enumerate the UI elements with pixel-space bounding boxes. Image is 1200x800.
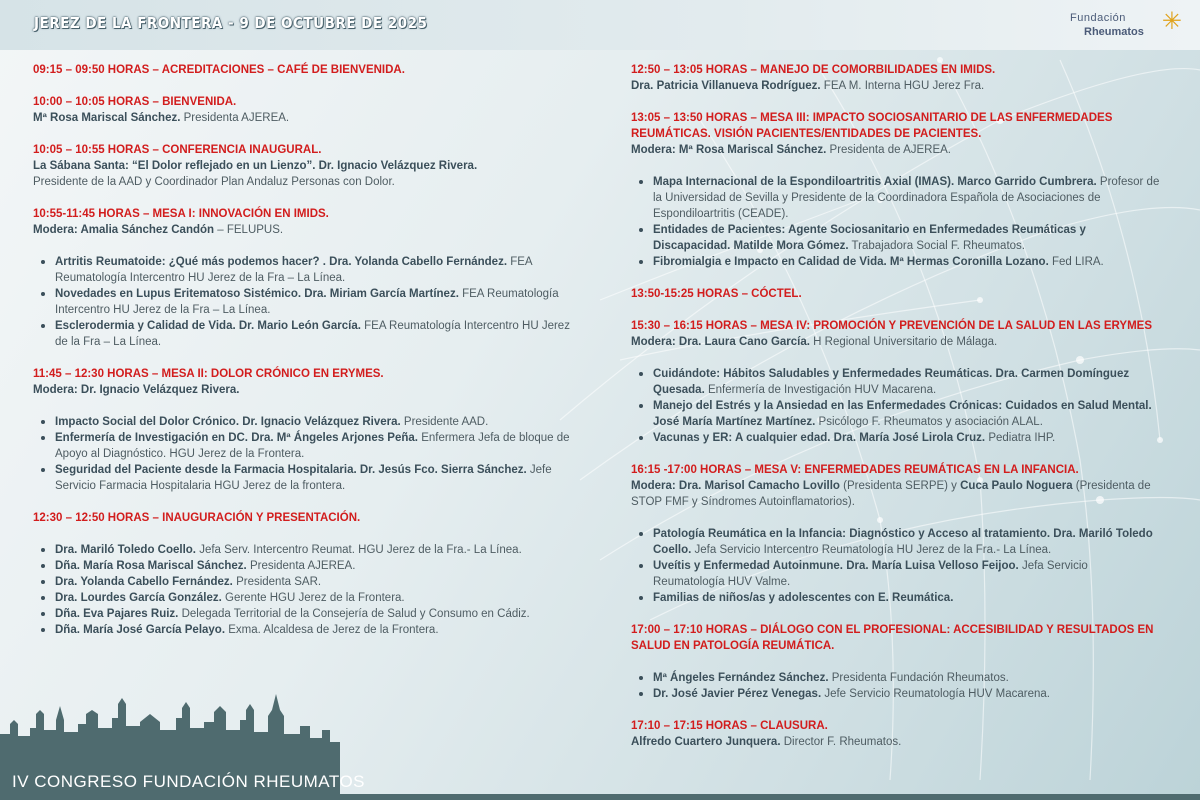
moderator-role: – FELUPUS. [214,224,284,236]
speaker-name: Mª Rosa Mariscal Sánchez. [33,112,181,124]
speaker-name: Alfredo Cuartero Junquera. [631,736,781,748]
list-item [33,430,573,462]
session-mesa-1 [33,206,573,350]
list-item [631,670,1161,686]
list-item [631,174,1161,222]
session-mesa-3 [631,110,1161,270]
speaker-role: FEA Reumatología Intercentro HU Jerez de la Fra – La Línea. [55,256,532,284]
moderator-name: Modera: Dra. Laura Cano García. [631,336,810,348]
logo-text-line1: Fundación [1070,12,1126,24]
speaker-role: Presidente AAD. [400,416,489,428]
speaker-role: Jefa Servicio Reumatología HUV Valme. [653,560,1088,588]
session-conferencia-inaugural [33,142,573,190]
talk-title: Mapa Internacional de la Espondiloartritis Axial (IMAS). Marco Garrido Cumbrera. [653,176,1097,188]
speaker-role: Trabajadora Social F. Rheumatos. [848,240,1025,252]
talk-title: Impacto Social del Dolor Crónico. Dr. Ignacio Velázquez Rivera. [55,416,401,428]
speaker-role: Delegada Territorial de la Consejería de Salud y Consumo en Cádiz. [178,608,530,620]
speaker-role: Psicólogo F. Rheumatos y asociación ALAL. [815,416,1043,428]
moderator-name: Modera: Dr. Ignacio Velázquez Rivera. [33,384,240,396]
logo-star-icon: ✳ [1161,8,1182,35]
session-time: 10:55-11:45 HORAS – MESA I: INNOVACIÓN EN IMIDS. [33,208,329,220]
talk-title: Uveítis y Enfermedad Autoinmune. Dra. María Luisa Velloso Feijoo. [653,560,1019,572]
speaker-role: FEA Reumatología Intercentro HU Jerez de la Fra – La Línea. [55,288,559,316]
session-time: 12:50 – 13:05 HORAS – MANEJO DE COMORBILIDADES EN IMIDS. [631,64,996,76]
talk-title: Familias de niños/as y adolescentes con E. Reumática. [653,592,954,604]
speaker-name: Dña. María Rosa Mariscal Sánchez. [55,560,247,572]
list-item [631,558,1161,590]
speaker-name: Dra. Yolanda Cabello Fernández. [55,576,233,588]
speaker-role: Pediatra IHP. [985,432,1056,444]
moderator-name: Modera: Amalia Sánchez Candón [33,224,215,236]
speaker-role: Presidenta AJEREA. [246,560,356,572]
session-mesa-2 [33,366,573,494]
session-time: 15:30 – 16:15 HORAS – MESA IV: PROMOCIÓN Y PREVENCIÓN DE LA SALUD EN LAS ERYMES [631,320,1153,332]
list-item [33,414,573,430]
talk-title: La Sábana Santa: “El Dolor reflejado en un Lienzo”. Dr. Ignacio Velázquez Rivera. [33,160,478,172]
congress-title: IV CONGRESO FUNDACIÓN RHEUMATOS [12,772,366,791]
list-item [33,254,573,286]
moderator-role: Presidenta de AJEREA. [826,144,951,156]
speaker-role: Presidenta AJEREA. [180,112,290,124]
speaker-name: Dr. José Javier Pérez Venegas. [653,688,822,700]
talk-title: Entidades de Pacientes: Agente Sociosanitario en Enfermedades Reumáticas y Discapacidad. Matilde Mora Gómez. [653,224,1086,252]
talk-title: Manejo del Estrés y la Ansiedad en las Enfermedades Crónicas: Cuidados en Salud Mental. José María Martínez Martínez. [653,400,1152,428]
list-item [33,542,573,558]
list-item [33,558,573,574]
session-time: 11:45 – 12:30 HORAS – MESA II: DOLOR CRÓNICO EN ERYMES. [33,368,384,380]
list-item [631,254,1161,270]
speaker-name: Mª Ángeles Fernández Sánchez. [653,672,829,684]
speaker-role: Gerente HGU Jerez de la Frontera. [221,592,405,604]
talk-title: Enfermería de Investigación en DC. Dra. Mª Ángeles Arjones Peña. [55,432,418,444]
talk-title: Esclerodermia y Calidad de Vida. Dr. Mario León García. [55,320,361,332]
speaker-role: Profesor de la Universidad de Sevilla y Presidente de la Coordinadora Española de Asociaciones de Espondiloartritis (CEADE). [653,176,1160,220]
speaker-name: Dra. Lourdes García González. [55,592,222,604]
session-time: 13:05 – 13:50 HORAS – MESA III: IMPACTO SOCIOSANITARIO DE LAS ENFERMEDADES REUMÁTICAS. VISIÓN PACIENTES/ENTIDADES DE PACIENTES. [631,112,1113,140]
list-item [631,222,1161,254]
speaker-role: Enfermería de Investigación HUV Macarena. [704,384,937,396]
speaker-name: Dña. María José García Pelayo. [55,624,226,636]
talk-title: Patología Reumática en la Infancia: Diagnóstico y Acceso al tratamiento. Dra. Mariló Toledo Coello. [653,528,1153,556]
speaker-role: FEA Reumatología Intercentro HU Jerez de la Fra – La Línea. [55,320,570,348]
list-item [631,430,1161,446]
list-item [631,590,1161,606]
speaker-role: Presidente de la AAD y Coordinador Plan Andaluz Personas con Dolor. [33,176,395,188]
speaker-role: Jefe Servicio Reumatología HUV Macarena. [821,688,1050,700]
session-time: 09:15 – 09:50 HORAS – ACREDITACIONES – CAFÉ DE BIENVENIDA. [33,64,405,76]
speaker-role: Jefa Servicio Intercentro Reumatología HU Jerez de la Fra.- La Línea. [691,544,1052,556]
session-time: 16:15 -17:00 HORAS – MESA V: ENFERMEDADES REUMÁTICAS EN LA INFANCIA. [631,464,1079,476]
speaker-role: Enfermera Jefa de bloque de Apoyo al Diagnóstico. HGU Jerez de la Frontera. [55,432,570,460]
list-item [631,526,1161,558]
moderator-role-2: (Presidenta de STOP FMF y Síndromes Autoinflamatorios). [631,480,1151,508]
speaker-role: Presidenta SAR. [232,576,322,588]
speaker-role: Fed LIRA. [1048,256,1104,268]
talk-title: Vacunas y ER: A cualquier edad. Dra. María José Lirola Cruz. [653,432,986,444]
program-left-column [33,62,573,654]
talk-title: Fibromialgia e Impacto en Calidad de Vida. Mª Hermas Coronilla Lozano. [653,256,1049,268]
speaker-name: Dra. Mariló Toledo Coello. [55,544,196,556]
session-time: 17:00 – 17:10 HORAS – DIÁLOGO CON EL PROFESIONAL: ACCESIBILIDAD Y RESULTADOS EN SALUD EN PATOLOGÍA REUMÁTICA. [631,624,1154,652]
session-inauguracion [33,510,573,638]
speaker-role: Presidenta Fundación Rheumatos. [828,672,1009,684]
list-item [631,366,1161,398]
session-mesa-5 [631,462,1161,606]
list-item [33,286,573,318]
moderator-name-2: Cuca Paulo Noguera [960,480,1073,492]
session-time: 17:10 – 17:15 HORAS – CLAUSURA. [631,720,828,732]
list-item [631,686,1161,702]
program-right-column [631,62,1161,766]
fundacion-rheumatos-logo [1070,8,1182,46]
session-time: 10:00 – 10:05 HORAS – BIENVENIDA. [33,96,237,108]
speaker-name: Dña. Eva Pajares Ruiz. [55,608,179,620]
talk-title: Seguridad del Paciente desde la Farmacia Hospitalaria. Dr. Jesús Fco. Sierra Sánchez. [55,464,527,476]
list-item [33,590,573,606]
speaker-role: Director F. Rheumatos. [780,736,902,748]
moderator-role: H Regional Universitario de Málaga. [809,336,998,348]
list-item [33,622,573,638]
list-item [33,606,573,622]
session-mesa-4 [631,318,1161,446]
session-bienvenida [33,94,573,126]
session-coctel [631,286,1161,302]
talk-title: Artritis Reumatoide: ¿Qué más podemos hacer? . Dra. Yolanda Cabello Fernández. [55,256,508,268]
list-item [631,398,1161,430]
speaker-name: Dra. Patricia Villanueva Rodríguez. [631,80,821,92]
moderator-name: Modera: Mª Rosa Mariscal Sánchez. [631,144,827,156]
moderator-role: (Presidenta SERPE) y [839,480,961,492]
list-item [33,318,573,350]
list-item [33,574,573,590]
session-time: 12:30 – 12:50 HORAS – INAUGURACIÓN Y PRESENTACIÓN. [33,512,361,524]
logo-text-line2: Rheumatos [1084,26,1144,38]
session-dialogo [631,622,1161,702]
city-skyline-graphic [0,684,340,764]
talk-title: Novedades en Lupus Eritematoso Sistémico. Dra. Miriam García Martínez. [55,288,459,300]
speaker-role: Jefe Servicio Farmacia Hospitalaria HGU Jerez de la frontera. [55,464,552,492]
speaker-role: Jefa Serv. Intercentro Reumat. HGU Jerez de la Fra.- La Línea. [196,544,522,556]
moderator-name: Modera: Dra. Marisol Camacho Lovillo [631,480,840,492]
session-time: 13:50-15:25 HORAS – CÓCTEL. [631,288,802,300]
list-item [33,462,573,494]
talk-title: Cuidándote: Hábitos Saludables y Enfermedades Reumáticas. Dra. Carmen Domínguez Quesada. [653,368,1130,396]
speaker-role: Exma. Alcaldesa de Jerez de la Frontera. [225,624,439,636]
session-comorbilidades [631,62,1161,94]
footer-line [340,794,1200,800]
session-acreditaciones [33,62,573,78]
event-location-date: JEREZ DE LA FRONTERA - 9 DE OCTUBRE DE 2025 [34,14,428,32]
speaker-role: FEA M. Interna HGU Jerez Fra. [820,80,985,92]
session-clausura [631,718,1161,750]
session-time: 10:05 – 10:55 HORAS – CONFERENCIA INAUGURAL. [33,144,322,156]
